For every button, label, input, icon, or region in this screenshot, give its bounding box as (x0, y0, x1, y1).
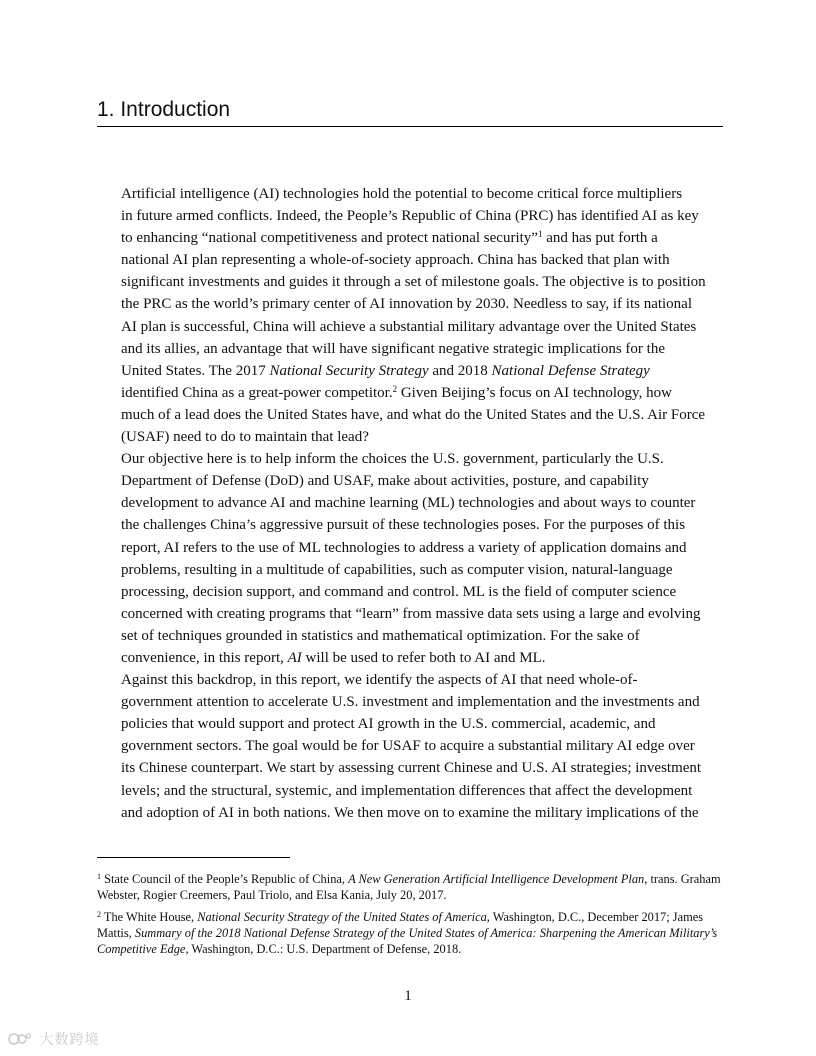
text-run: to enhancing “national competitiveness and protect national security” (121, 230, 538, 247)
text-line (97, 271, 723, 293)
text-line (97, 316, 723, 338)
text-line (97, 757, 723, 779)
text-run: and has put forth a (542, 230, 658, 247)
text-run: , Washington, D.C., December 2017; James Mattis, (97, 910, 704, 940)
text-run: Artificial intelligence (AI) technologies hold the potential to become critical force multipliers (121, 186, 683, 202)
text-run: (USAF) need to do to maintain that lead? (121, 429, 369, 446)
watermark-logo-icon (8, 1032, 32, 1046)
text-run: and 2018 (428, 362, 492, 379)
footnotes (97, 871, 723, 963)
footnote (97, 871, 723, 903)
text-line (97, 691, 723, 713)
footnote-mark: 1 (97, 872, 101, 881)
paragraph (97, 448, 723, 669)
text-run: will be used to refer both to AI and ML. (301, 649, 546, 666)
text-run: development to advance AI and machine learning (ML) technologies and about ways to counter (121, 495, 696, 512)
text-line (97, 183, 723, 205)
paragraph (97, 183, 723, 448)
text-run: convenience, in this report, (121, 649, 288, 666)
text-line (97, 293, 723, 315)
text-run: the challenges China’s aggressive pursuit of these technologies poses. For the purposes of this (121, 517, 686, 534)
text-run: problems, resulting in a multitude of capabilities, such as computer vision, natural-language (121, 561, 673, 578)
text-line (97, 338, 723, 360)
text-run: trans. Graham Webster, Rogier Creemers, Paul Triolo, and Elsa Kania, July 20, 2017. (97, 872, 721, 902)
text-run: levels; and the structural, systemic, and implementation differences that affect the development (121, 782, 693, 799)
text-run: the PRC as the world’s primary center of AI innovation by 2030. Needless to say, if its national (121, 296, 693, 313)
text-line (97, 249, 723, 271)
italic-title: National Security Strategy (269, 362, 429, 379)
text-run: national AI plan representing a whole-of-society approach. China has backed that plan with (121, 252, 670, 269)
text-run: concerned with creating programs that “learn” from massive data sets using a large and evolving (121, 605, 701, 622)
italic-title: A New Generation Artificial Intelligence Development Plan, (348, 872, 648, 886)
italic-title: National Defense Strategy (491, 362, 650, 379)
text-run: Given Beijing’s focus on AI technology, how (397, 384, 672, 401)
text-run: processing, decision support, and command and control. ML is the field of computer science (121, 583, 677, 600)
text-run: AI plan is successful, China will achieve a substantial military advantage over the United States (121, 318, 697, 335)
text-line (97, 360, 723, 382)
text-run: much of a lead does the United States have, and what do the United States and the U.S. Air Force (121, 406, 706, 423)
text-run: The White House, (101, 910, 198, 924)
footnote (97, 909, 723, 957)
text-line (97, 669, 723, 691)
text-line (97, 625, 723, 647)
text-line (97, 448, 723, 470)
text-run: Our objective here is to help inform the choices the U.S. government, particularly the U.S. (121, 451, 664, 468)
text-run: Against this backdrop, in this report, we identify the aspects of AI that need whole-of- (121, 672, 638, 689)
footnote-ref: 2 (392, 383, 398, 394)
text-line (97, 470, 723, 492)
text-line (97, 735, 723, 757)
italic-title: Summary of the 2018 National Defense Strategy of the United States of America: Sharpening the American Military’s Competitive Edge (97, 926, 718, 956)
text-run: and its allies, an advantage that will have significant negative strategic implications for the (121, 340, 665, 357)
text-run: identified China as a great-power competitor. (121, 384, 393, 401)
heading-rule (97, 126, 723, 127)
text-run: its Chinese counterpart. We start by assessing current Chinese and U.S. AI strategies; investment (121, 760, 702, 777)
page-number: 1 (404, 988, 412, 1004)
text-line (97, 205, 723, 227)
text-line (97, 647, 723, 669)
italic-title: AI (287, 649, 302, 666)
text-run: government sectors. The goal would be for USAF to acquire a substantial military AI edge over (121, 738, 695, 755)
paragraph (97, 669, 723, 824)
footnote-mark: 2 (97, 910, 101, 919)
italic-title: National Security Strategy of the United States of America (197, 910, 487, 924)
watermark (8, 1031, 99, 1049)
text-run: United States. The 2017 (121, 362, 270, 379)
text-run: significant investments and guides it through a set of milestone goals. The objective is to position (121, 274, 706, 291)
text-line (97, 559, 723, 581)
text-line (97, 603, 723, 625)
text-run: report, AI refers to the use of ML technologies to address a variety of application domains and (121, 539, 687, 556)
text-line (97, 227, 723, 249)
text-line (97, 404, 723, 426)
text-line (97, 802, 723, 824)
text-line (97, 382, 723, 404)
text-run: State Council of the People’s Republic of China, (101, 872, 349, 886)
text-line (97, 581, 723, 603)
text-line (97, 537, 723, 559)
text-run: policies that would support and protect AI growth in the U.S. commercial, academic, and (121, 716, 656, 733)
text-run: government attention to accelerate U.S. investment and implementation and the investments and (121, 694, 700, 711)
text-line (97, 713, 723, 735)
text-line (97, 426, 723, 448)
body-text (97, 183, 723, 824)
footnote-ref: 1 (537, 229, 543, 240)
text-run: , Washington, D.C.: U.S. Department of Defense, 2018. (185, 942, 462, 956)
text-run: Department of Defense (DoD) and USAF, make about activities, posture, and capability (121, 473, 649, 490)
text-run: set of techniques grounded in statistics and mathematical optimization. For the sake of (121, 627, 640, 644)
watermark-text: 大数跨境 (39, 1032, 100, 1048)
text-run: and adoption of AI in both nations. We then move on to examine the military implications of the (121, 804, 699, 821)
section-heading: 1. Introduction (97, 98, 231, 121)
footnote-separator (97, 857, 290, 858)
text-line (97, 492, 723, 514)
text-run: in future armed conflicts. Indeed, the People’s Republic of China (PRC) has identified AI as key (121, 208, 699, 225)
text-line (97, 514, 723, 536)
text-line (97, 780, 723, 802)
